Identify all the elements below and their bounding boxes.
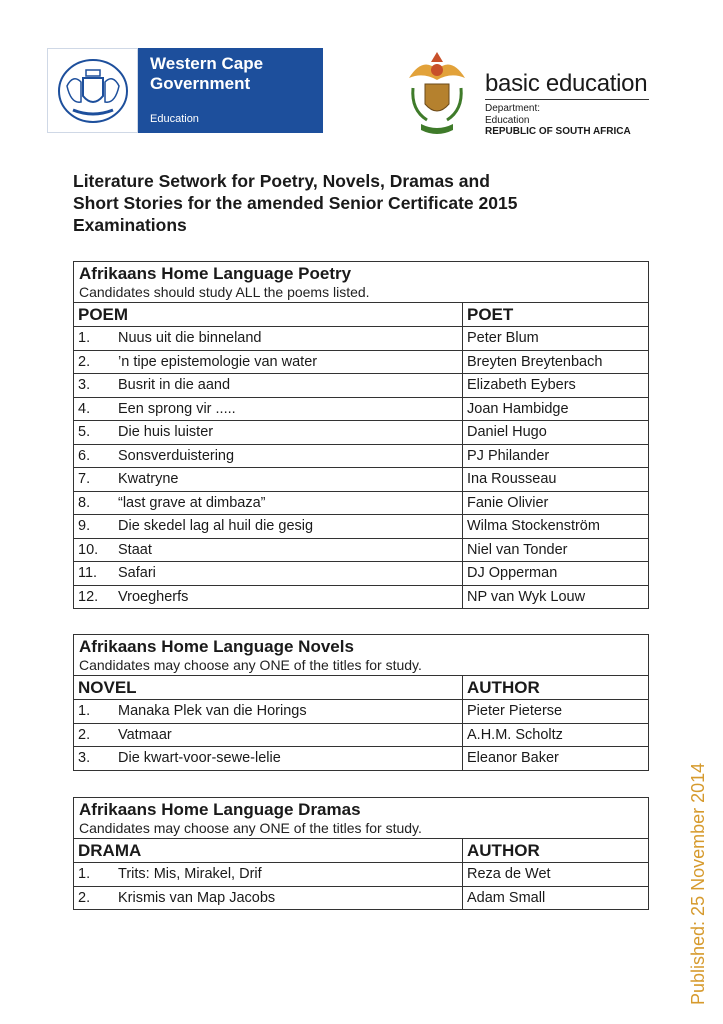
row-title: Busrit in die aand: [114, 374, 463, 398]
table-row: [74, 863, 648, 887]
basic-education-logo: [403, 48, 653, 140]
row-number: 1.: [74, 863, 114, 887]
row-author: A.H.M. Scholtz: [463, 723, 649, 747]
row-title: Manaka Plek van die Horings: [114, 700, 463, 724]
row-title: “last grave at dimbaza”: [114, 491, 463, 515]
dbe-line1: Department:: [485, 103, 541, 114]
dramas-header: [74, 798, 648, 838]
row-author: Pieter Pieterse: [463, 700, 649, 724]
row-title: Krismis van Map Jacobs: [114, 886, 463, 909]
table-row: [74, 700, 648, 724]
novels-note: Candidates may choose any ONE of the titles for study.: [79, 657, 422, 673]
row-author: Daniel Hugo: [463, 421, 649, 445]
row-author: Elizabeth Eybers: [463, 374, 649, 398]
table-row: [74, 515, 648, 539]
table-row: [74, 562, 648, 586]
row-author: Ina Rousseau: [463, 468, 649, 492]
table-row: [74, 327, 648, 351]
row-number: 3.: [74, 374, 114, 398]
title-line1: Literature Setwork for Poetry, Novels, Dramas and: [73, 171, 490, 191]
dbe-divider: [485, 99, 649, 100]
row-title: Vroegherfs: [114, 585, 463, 608]
row-author: Adam Small: [463, 886, 649, 909]
table-row: [74, 886, 648, 909]
dramas-rows: [74, 863, 648, 910]
dbe-brand: basic education: [485, 70, 648, 97]
poetry-rows: [74, 327, 648, 609]
novels-col1-header: NOVEL: [74, 676, 463, 700]
title-line2: Short Stories for the amended Senior Certificate 2015: [73, 193, 518, 213]
wc-line2: Government: [150, 74, 251, 93]
novels-title: Afrikaans Home Language Novels: [79, 637, 354, 656]
row-title: ’n tipe epistemologie van water: [114, 350, 463, 374]
novels-rows: [74, 700, 648, 770]
poetry-col1-header: POEM: [74, 303, 463, 327]
western-cape-government-logo: [47, 48, 323, 133]
poetry-note: Candidates should study ALL the poems listed.: [79, 284, 370, 300]
row-number: 2.: [74, 723, 114, 747]
western-cape-crest-icon: [47, 48, 138, 133]
table-row: [74, 350, 648, 374]
poetry-header: [74, 262, 648, 302]
poetry-header-row: [74, 303, 648, 327]
novels-header-row: [74, 676, 648, 700]
table-row: [74, 397, 648, 421]
table-row: [74, 747, 648, 770]
row-author: Reza de Wet: [463, 863, 649, 887]
dramas-col1-header: DRAMA: [74, 839, 463, 863]
row-title: Safari: [114, 562, 463, 586]
row-number: 3.: [74, 747, 114, 770]
table-row: [74, 585, 648, 608]
row-number: 5.: [74, 421, 114, 445]
novels-section: [73, 634, 649, 771]
row-author: Niel van Tonder: [463, 538, 649, 562]
row-title: Kwatryne: [114, 468, 463, 492]
novels-table: [74, 675, 648, 770]
row-number: 2.: [74, 886, 114, 909]
row-author: Peter Blum: [463, 327, 649, 351]
novels-col2-header: AUTHOR: [463, 676, 649, 700]
table-row: [74, 468, 648, 492]
western-cape-panel: [138, 48, 323, 133]
published-date: Published: 25 November 2014: [688, 762, 708, 1005]
dramas-col2-header: AUTHOR: [463, 839, 649, 863]
wc-sub: Education: [150, 113, 199, 125]
row-title: Trits: Mis, Mirakel, Drif: [114, 863, 463, 887]
row-number: 1.: [74, 700, 114, 724]
row-title: Staat: [114, 538, 463, 562]
row-title: Die kwart-voor-sewe-lelie: [114, 747, 463, 770]
row-number: 9.: [74, 515, 114, 539]
title-line3: Examinations: [73, 215, 187, 235]
row-number: 7.: [74, 468, 114, 492]
table-row: [74, 374, 648, 398]
dbe-line3: REPUBLIC OF SOUTH AFRICA: [485, 126, 631, 137]
table-row: [74, 723, 648, 747]
row-number: 6.: [74, 444, 114, 468]
row-number: 12.: [74, 585, 114, 608]
dramas-table: [74, 838, 648, 909]
row-number: 10.: [74, 538, 114, 562]
table-row: [74, 538, 648, 562]
row-title: Die huis luister: [114, 421, 463, 445]
poetry-table: [74, 302, 648, 608]
dramas-section: [73, 797, 649, 910]
row-title: Sonsverduistering: [114, 444, 463, 468]
wc-line1: Western Cape: [150, 54, 264, 73]
row-number: 11.: [74, 562, 114, 586]
dramas-header-row: [74, 839, 648, 863]
row-author: DJ Opperman: [463, 562, 649, 586]
dramas-title: Afrikaans Home Language Dramas: [79, 800, 361, 819]
row-author: Joan Hambidge: [463, 397, 649, 421]
novels-header: [74, 635, 648, 675]
dramas-note: Candidates may choose any ONE of the titles for study.: [79, 820, 422, 836]
row-number: 8.: [74, 491, 114, 515]
table-row: [74, 444, 648, 468]
poetry-title: Afrikaans Home Language Poetry: [79, 264, 352, 283]
poetry-col2-header: POET: [463, 303, 649, 327]
row-author: Breyten Breytenbach: [463, 350, 649, 374]
row-number: 4.: [74, 397, 114, 421]
row-title: Die skedel lag al huil die gesig: [114, 515, 463, 539]
row-author: NP van Wyk Louw: [463, 585, 649, 608]
poetry-section: [73, 261, 649, 609]
row-author: Wilma Stockenström: [463, 515, 649, 539]
row-title: Vatmaar: [114, 723, 463, 747]
row-title: Een sprong vir .....: [114, 397, 463, 421]
dbe-line2: Education: [485, 115, 530, 126]
row-author: PJ Philander: [463, 444, 649, 468]
row-number: 1.: [74, 327, 114, 351]
row-author: Fanie Olivier: [463, 491, 649, 515]
row-number: 2.: [74, 350, 114, 374]
row-author: Eleanor Baker: [463, 747, 649, 770]
table-row: [74, 421, 648, 445]
document-title: [73, 170, 613, 236]
south-africa-coat-of-arms-icon: [403, 48, 471, 138]
row-title: Nuus uit die binneland: [114, 327, 463, 351]
table-row: [74, 491, 648, 515]
